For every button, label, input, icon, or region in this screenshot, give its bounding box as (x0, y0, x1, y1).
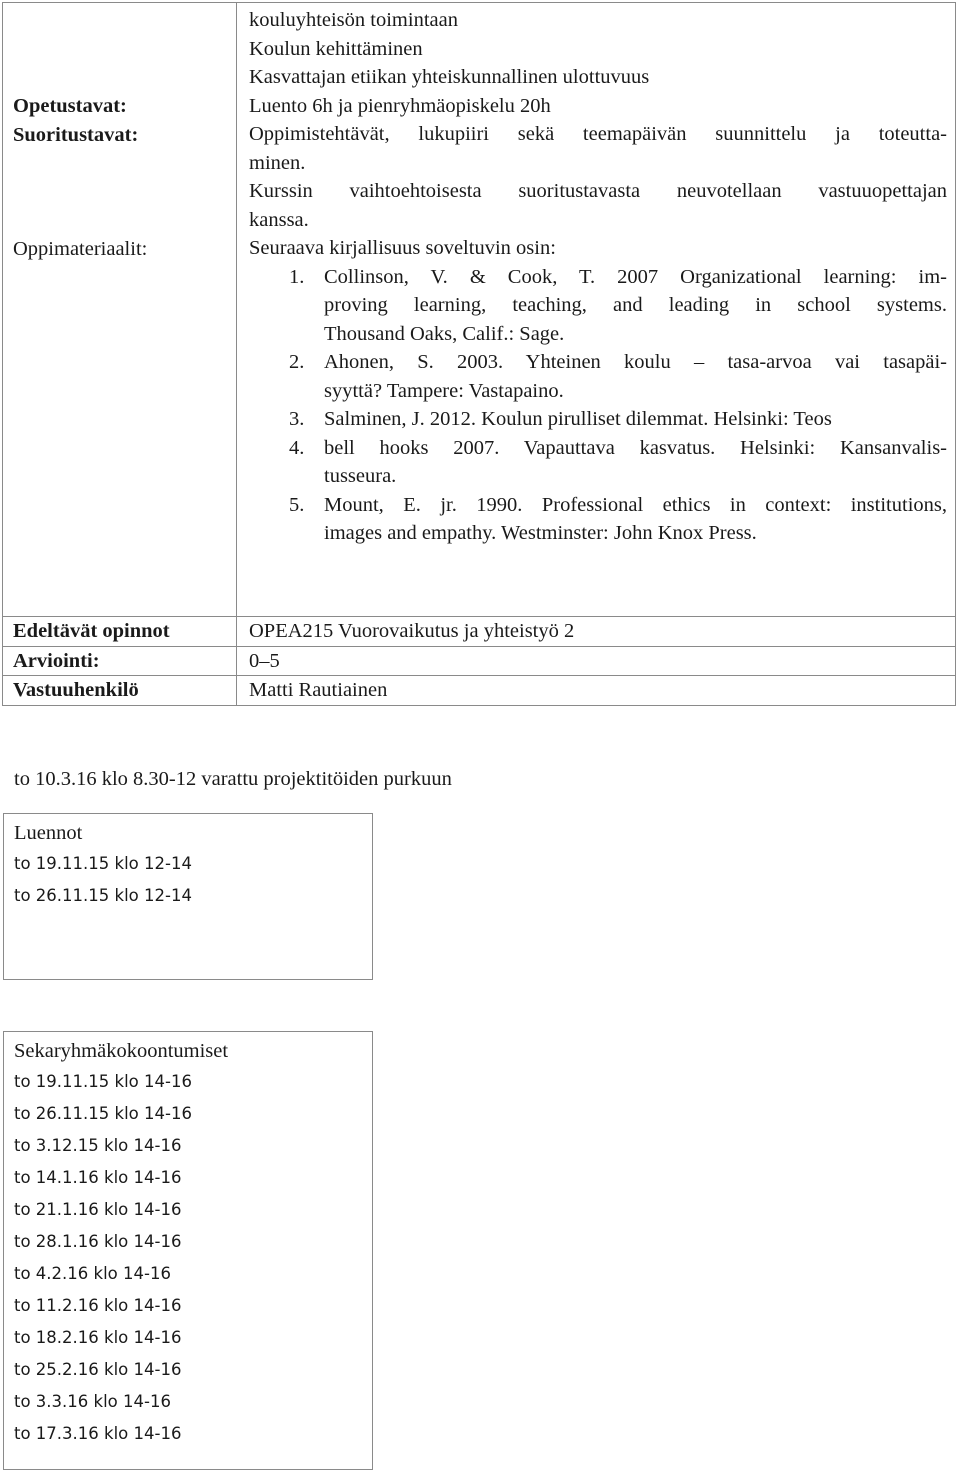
content-line: kouluyhteisön toimintaan (249, 9, 458, 31)
reference-item (249, 348, 947, 405)
reference-line: syyttä? Tampere: Vastapaino. (324, 379, 564, 402)
lectures-list (14, 848, 362, 912)
group-meeting-date: to 18.2.16 klo 14-16 (14, 1328, 182, 1347)
reference-line: Collinson, V. & Cook, T. 2007 Organizational learning: im- (324, 265, 947, 288)
reference-line: images and empathy. Westminster: John Knox Press. (324, 522, 757, 544)
lectures-title: Luennot (14, 822, 83, 844)
prerequisites-label: Edeltävät opinnot (3, 617, 237, 647)
grading-row (3, 646, 956, 676)
completion-line: Kurssin vaihtoehtoisesta suoritustavasta neuvotellaan vastuuopettajan (249, 180, 947, 202)
group-meeting-date: to 4.2.16 klo 14-16 (14, 1264, 171, 1283)
completion-line: Oppimistehtävät, lukupiiri sekä teemapäivän suunnittelu ja toteutta- (249, 123, 947, 145)
reference-line: bell hooks 2007. Vapauttava kasvatus. Helsinki: Kansanvalis- (324, 436, 947, 459)
value-cell (237, 3, 956, 617)
reference-line: Salminen, J. 2012. Koulun pirulliset dilemmat. Helsinki: Teos (324, 408, 832, 430)
group-meetings-title: Sekaryhmäkokoontumiset (14, 1040, 229, 1062)
reference-line: tusseura. (324, 465, 397, 487)
materials-label: Oppimateriaalit: (13, 238, 148, 260)
teaching-value: Luento 6h ja pienryhmäopiskelu 20h (249, 94, 551, 117)
reference-item (249, 491, 947, 548)
course-description-table (2, 2, 956, 706)
group-meeting-date: to 3.12.15 klo 14-16 (14, 1136, 182, 1155)
label-cell (3, 3, 237, 617)
reference-line: proving learning, teaching, and leading in school systems. (324, 294, 947, 316)
course-main-row (3, 3, 956, 617)
reference-number: 5. (289, 493, 305, 516)
reference-line: Ahonen, S. 2003. Yhteinen koulu – tasa-arvoa vai tasapäi- (324, 351, 947, 373)
group-meeting-date: to 11.2.16 klo 14-16 (14, 1296, 182, 1315)
reference-line: Mount, E. jr. 1990. Professional ethics in context: institutions, (324, 493, 947, 516)
reference-number: 3. (289, 408, 305, 430)
reference-item (249, 434, 947, 491)
reference-number: 1. (289, 265, 305, 288)
completion-line: kanssa. (249, 208, 309, 231)
group-meeting-date: to 21.1.16 klo 14-16 (14, 1200, 182, 1219)
grading-label: Arviointi: (3, 646, 237, 676)
teaching-label: Opetustavat: (13, 95, 127, 117)
group-meeting-date: to 25.2.16 klo 14-16 (14, 1360, 182, 1379)
prerequisites-row (3, 617, 956, 647)
completion-line: minen. (249, 151, 306, 174)
reference-number: 2. (289, 351, 305, 373)
prerequisites-value: OPEA215 Vuorovaikutus ja yhteistyö 2 (237, 617, 956, 647)
group-meeting-date: to 3.3.16 klo 14-16 (14, 1392, 171, 1411)
reservation-note: to 10.3.16 klo 8.30-12 varattu projektitöiden purkuun (14, 768, 452, 790)
responsible-row (3, 676, 956, 706)
grading-value: 0–5 (237, 646, 956, 676)
content-line: Kasvattajan etiikan yhteiskunnallinen ulottuvuus (249, 66, 650, 88)
group-meetings-box (3, 1031, 373, 1470)
lecture-date: to 26.11.15 klo 12-14 (14, 886, 192, 905)
group-meeting-date: to 17.3.16 klo 14-16 (14, 1424, 182, 1443)
materials-intro: Seuraava kirjallisuus soveltuvin osin: (249, 237, 556, 259)
reference-list (249, 263, 947, 548)
reference-item (249, 405, 947, 434)
group-meetings-list (14, 1066, 362, 1450)
reference-number: 4. (289, 436, 305, 459)
reference-item (249, 263, 947, 349)
content-line: Koulun kehittäminen (249, 37, 423, 60)
lectures-box (3, 813, 373, 980)
reference-line: Thousand Oaks, Calif.: Sage. (324, 322, 565, 345)
responsible-value: Matti Rautiainen (237, 676, 956, 706)
group-meeting-date: to 28.1.16 klo 14-16 (14, 1232, 182, 1251)
lecture-date: to 19.11.15 klo 12-14 (14, 854, 192, 873)
group-meeting-date: to 19.11.15 klo 14-16 (14, 1072, 192, 1091)
responsible-label: Vastuuhenkilö (3, 676, 237, 706)
labels-column (13, 6, 228, 602)
group-meeting-date: to 26.11.15 klo 14-16 (14, 1104, 192, 1123)
completion-label: Suoritustavat: (13, 124, 139, 146)
group-meeting-date: to 14.1.16 klo 14-16 (14, 1168, 182, 1187)
